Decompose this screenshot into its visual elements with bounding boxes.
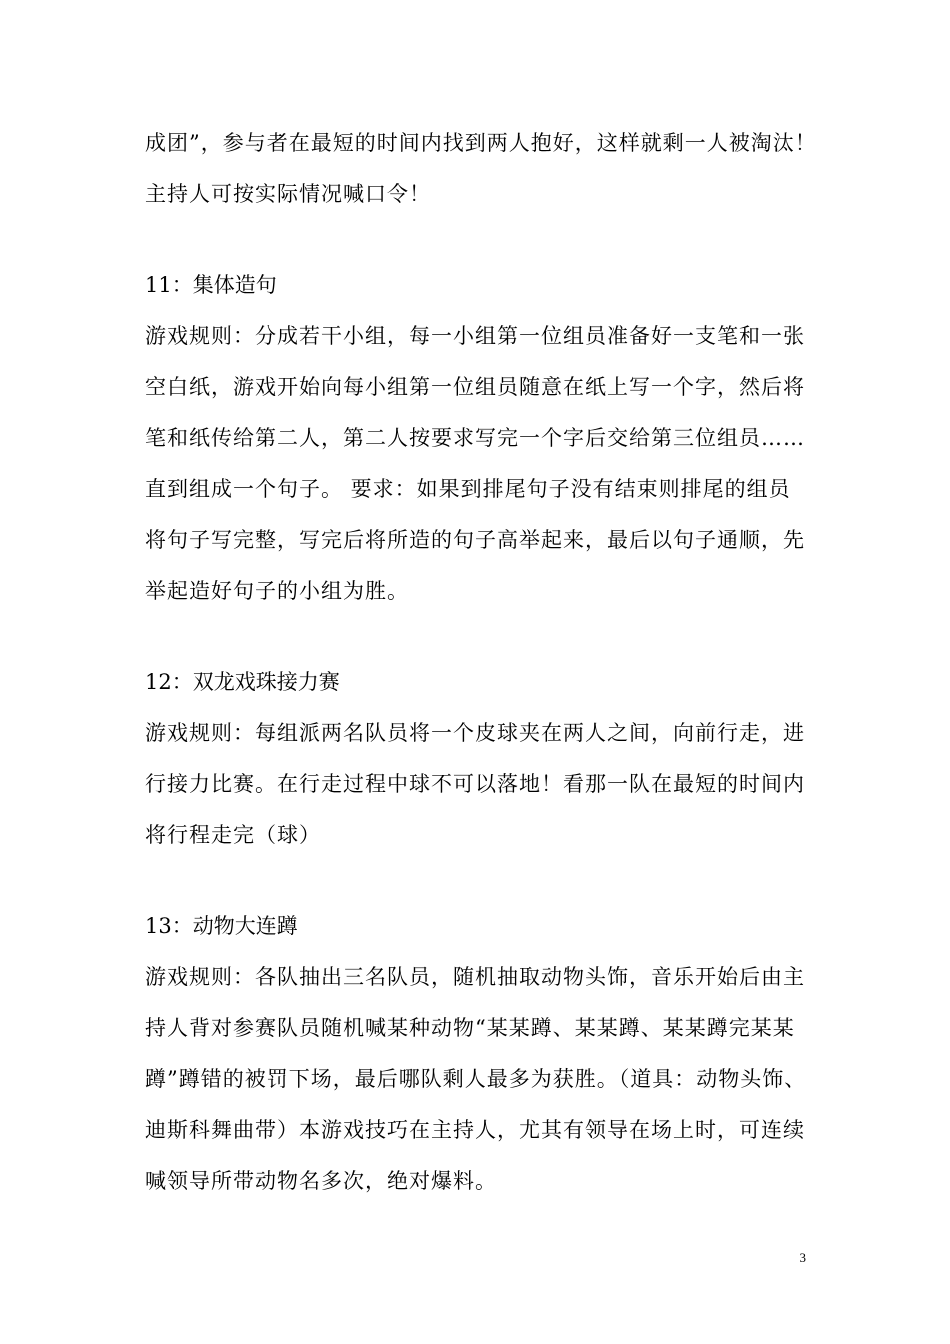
page-content <box>145 118 815 1207</box>
section-11 <box>145 260 815 617</box>
page-number: 3 <box>799 1250 806 1265</box>
section-line: 游戏规则：各队抽出三名队员，随机抽取动物头饰，音乐开始后由主 <box>145 965 805 989</box>
section-line: 迪斯科舞曲带）本游戏技巧在主持人，尤其有领导在场上时，可连续 <box>145 1118 805 1142</box>
section-title: 11：集体造句 <box>145 273 277 297</box>
section-line: 举起造好句子的小组为胜。 <box>145 579 409 603</box>
section-gap <box>145 861 815 901</box>
section-line: 笔和纸传给第二人，第二人按要求写完一个字后交给第三位组员…… <box>145 426 805 450</box>
section-line: 蹲”蹲错的被罚下场，最后哪队剩人最多为获胜。（道具：动物头饰、 <box>145 1067 807 1091</box>
section-gap <box>145 220 815 260</box>
section-line: 空白纸，游戏开始向每小组第一位组员随意在纸上写一个字，然后将 <box>145 375 805 399</box>
intro-line: 主持人可按实际情况喊口令！ <box>145 182 431 206</box>
section-gap <box>145 617 815 657</box>
section-title: 12：双龙戏珠接力赛 <box>145 670 340 694</box>
section-12 <box>145 657 815 861</box>
section-line: 行接力比赛。在行走过程中球不可以落地！看那一队在最短的时间内 <box>145 772 805 796</box>
section-line: 游戏规则：分成若干小组，每一小组第一位组员准备好一支笔和一张 <box>145 324 805 348</box>
section-line: 持人背对参赛队员随机喊某种动物“某某蹲、某某蹲、某某蹲完某某 <box>145 1016 795 1040</box>
section-13 <box>145 901 815 1207</box>
section-line: 游戏规则：每组派两名队员将一个皮球夹在两人之间，向前行走，进 <box>145 721 805 745</box>
section-title: 13：动物大连蹲 <box>145 914 298 938</box>
section-line: 喊领导所带动物名多次，绝对爆料。 <box>145 1169 497 1193</box>
section-line: 将句子写完整，写完后将所造的句子高举起来，最后以句子通顺，先 <box>145 528 805 552</box>
intro-paragraph <box>145 118 815 220</box>
section-line: 直到组成一个句子。 要求：如果到排尾句子没有结束则排尾的组员 <box>145 477 791 501</box>
intro-line: 成团”，参与者在最短的时间内找到两人抱好，这样就剩一人被淘汰！ <box>145 131 817 155</box>
section-line: 将行程走完（球） <box>145 823 321 847</box>
